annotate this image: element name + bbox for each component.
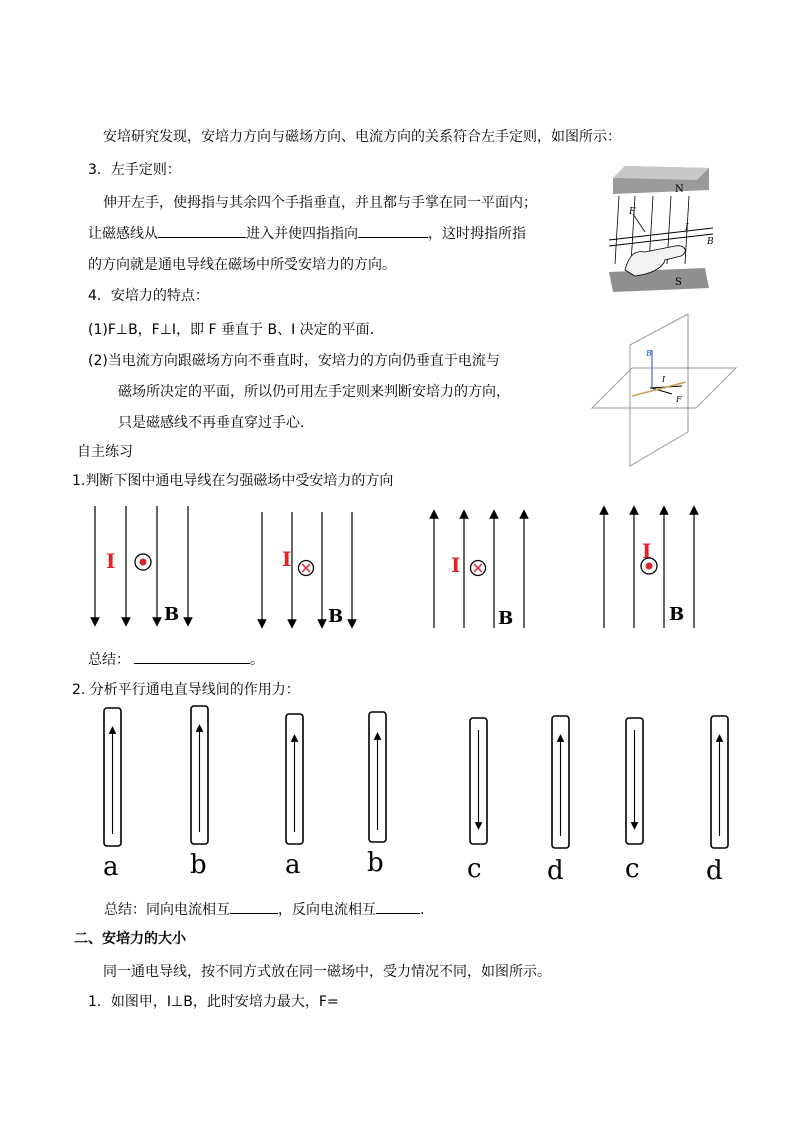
south-pole-magnet: [609, 268, 709, 292]
q2-summary: [104, 899, 424, 919]
current-label-4: I: [642, 539, 652, 563]
intro-text: 安培研究发现，安培力方向与磁场方向、电流方向的关系符合左手定则，如图所示：: [103, 129, 621, 145]
q2-summary-c: .: [420, 902, 425, 918]
q1-summary-end: 。: [250, 652, 264, 668]
label-i: I: [662, 375, 666, 384]
wire-label-d: d: [706, 856, 723, 886]
features-item1: (1)F⊥B，F⊥I，即 F 垂直于 B、I 决定的平面．: [88, 322, 384, 338]
blank-same-direction[interactable]: [230, 899, 278, 914]
features-item2-line1: (2)当电流方向跟磁场方向不垂直时，安培力的方向仍垂直于电流与: [88, 353, 500, 369]
q2-summary-b: ，反向电流相互: [278, 902, 376, 918]
wire-label-b: b: [367, 848, 384, 878]
label-south: S: [675, 277, 682, 288]
label-current: I: [685, 223, 689, 233]
q1-summary: [88, 649, 264, 669]
section2-heading: 二、安培力的大小: [74, 931, 186, 947]
q2-summary-a: 总结：同向电流相互: [104, 902, 230, 918]
practice-heading: 自主练习: [77, 444, 133, 460]
wire: [609, 228, 713, 240]
current-label-1: I: [106, 549, 116, 573]
wire-label-d: d: [547, 856, 564, 886]
rule-line2-a: 让磁感线从: [88, 226, 158, 242]
rule-line3: 的方向就是通电导线在磁场中所受安培力的方向。: [88, 257, 396, 273]
current-label-2: I: [282, 547, 292, 571]
q1-summary-label: 总结：: [88, 652, 130, 668]
section2-line2: 1．如图甲，I⊥B，此时安培力最大，F=: [88, 994, 339, 1010]
label-force: F: [629, 207, 636, 217]
features-heading: 4．安培力的特点：: [88, 288, 209, 304]
field-label-1: B: [164, 604, 180, 625]
features-item2-line2: 磁场所决定的平面，所以仍可用左手定则来判断安培力的方向，: [118, 384, 510, 400]
rule-line2-b: 进入并使四指指向: [246, 226, 358, 242]
question-2: 2. 分析平行通电直导线间的作用力：: [72, 682, 300, 698]
rule-line2-c: ，这时拇指所指: [428, 226, 526, 242]
label-field: B: [707, 237, 714, 247]
rule-line2: [88, 223, 526, 243]
wire-label-c: c: [625, 854, 640, 884]
rule-heading: 3．左手定则：: [88, 162, 181, 178]
label-north: N: [675, 184, 684, 195]
rule-line1: 伸开左手，使拇指与其余四个手指垂直，并且都与手掌在同一平面内；: [103, 195, 537, 211]
section2-line1: 同一通电导线，按不同方式放在同一磁场中，受力情况不同，如图所示。: [103, 964, 551, 980]
field-label-3: B: [498, 608, 514, 629]
parallel-wires: [0, 700, 794, 890]
field-label-2: B: [328, 606, 344, 627]
question-1: 1.判断下图中通电导线在匀强磁场中受安培力的方向: [72, 473, 394, 489]
field-label-4: B: [669, 604, 685, 625]
blank-finger-direction[interactable]: [358, 223, 428, 238]
left-hand-rule-figure: [605, 160, 715, 295]
blank-q1-summary[interactable]: [134, 649, 250, 664]
field-diagrams: [0, 500, 794, 640]
wire-label-c: c: [467, 854, 482, 884]
blank-opposite-direction[interactable]: [376, 899, 420, 914]
current-label-3: I: [451, 553, 461, 577]
wire-label-b: b: [190, 850, 207, 880]
label-b: B: [646, 349, 652, 358]
label-f: F: [676, 395, 682, 404]
features-item2-line3: 只是磁感线不再垂直穿过手心.: [118, 415, 305, 431]
perpendicular-planes-figure: [590, 310, 740, 470]
wire-label-a: a: [285, 850, 301, 880]
blank-field-entry[interactable]: [158, 223, 246, 238]
wire-label-a: a: [103, 852, 119, 882]
